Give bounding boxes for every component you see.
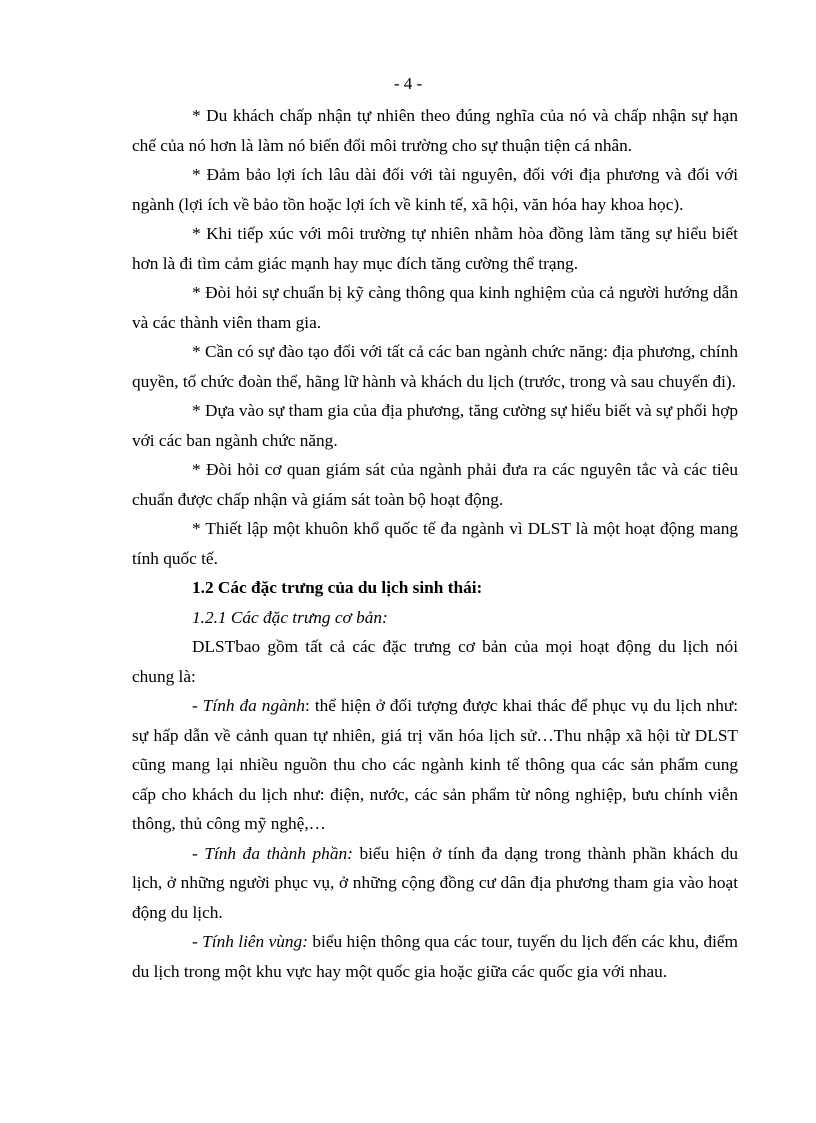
subsection-heading: 1.2.1 Các đặc trưng cơ bản: (192, 607, 388, 627)
bullet-paragraph: * Cần có sự đào tạo đối với tất cả các ban ngành chức năng: địa phương, chính quyền, tổ chức đoàn thể, hãng lữ hành và khách du lịch (trước, trong và sau chuyến đi). (132, 342, 738, 391)
intro-paragraph: DLSTbao gồm tất cả các đặc trưng cơ bản của mọi hoạt động du lịch nói chung là: (132, 637, 738, 686)
feature-paragraph (132, 691, 738, 839)
feature-paragraph (132, 927, 738, 986)
feature-paragraph (132, 839, 738, 928)
feature-text: biểu hiện ở tính đa dạng trong thành phần khách du lịch, ở những người phục vụ, ở những cộng đồng cư dân địa phương tham gia vào hoạt động du lịch. (132, 843, 738, 922)
feature-prefix: - (192, 843, 205, 863)
bullet-paragraph: * Thiết lập một khuôn khổ quốc tế đa ngành vì DLST là một hoạt động mang tính quốc tế. (132, 519, 738, 568)
bullet-paragraph: * Đảm bảo lợi ích lâu dài đối với tài nguyên, đối với địa phương và đối với ngành (lợi ích về bảo tồn hoặc lợi ích về kinh tế, xã hội, văn hóa hay khoa học). (132, 165, 738, 214)
feature-term: Tính liên vùng: (202, 932, 308, 951)
page-number: - 4 - (393, 74, 423, 93)
feature-text: : thể hiện ở đối tượng được khai thác để phục vụ du lịch như: sự hấp dẫn về cảnh quan tự nhiên, giá trị văn hóa lịch sử…Thu nhập xã hội từ DLST cũng mang lại nhiều nguồn thu cho các ngành kinh tế thông qua các sản phẩm cung cấp cho khách du lịch như: điện, nước, các sản phẩm từ nông nghiệp, bưu chính viễn thông, thủ công mỹ nghệ,… (132, 696, 738, 833)
bullet-paragraph: * Đòi hỏi cơ quan giám sát của ngành phải đưa ra các nguyên tắc và các tiêu chuẩn được chấp nhận và giám sát toàn bộ hoạt động. (132, 460, 738, 509)
bullet-paragraph: * Khi tiếp xúc với môi trường tự nhiên nhằm hòa đồng làm tăng sự hiểu biết hơn là đi tìm cảm giác mạnh hay mục đích tăng cường thể trạng. (132, 224, 738, 273)
section-heading: 1.2 Các đặc trưng của du lịch sinh thái: (192, 578, 483, 597)
feature-prefix: - (192, 696, 203, 715)
feature-term: Tính đa ngành (202, 696, 306, 715)
feature-text: biểu hiện thông qua các tour, tuyến du lịch đến các khu, điểm du lịch trong một khu vực hay một quốc gia hoặc giữa các quốc gia với nhau. (132, 932, 738, 981)
feature-term: Tính đa thành phần: (204, 843, 353, 863)
page-content (132, 101, 738, 986)
bullet-paragraph: * Đòi hỏi sự chuẩn bị kỹ càng thông qua kinh nghiệm của cả người hướng dẫn và các thành viên tham gia. (132, 283, 738, 332)
bullet-paragraph: * Dựa vào sự tham gia của địa phương, tăng cường sự hiểu biết và sự phối hợp với các ban ngành chức năng. (132, 401, 738, 450)
bullet-paragraph: * Du khách chấp nhận tự nhiên theo đúng nghĩa của nó và chấp nhận sự hạn chế của nó hơn là làm nó biến đổi môi trường cho sự thuận tiện cá nhân. (132, 106, 738, 155)
feature-prefix: - (192, 932, 203, 951)
